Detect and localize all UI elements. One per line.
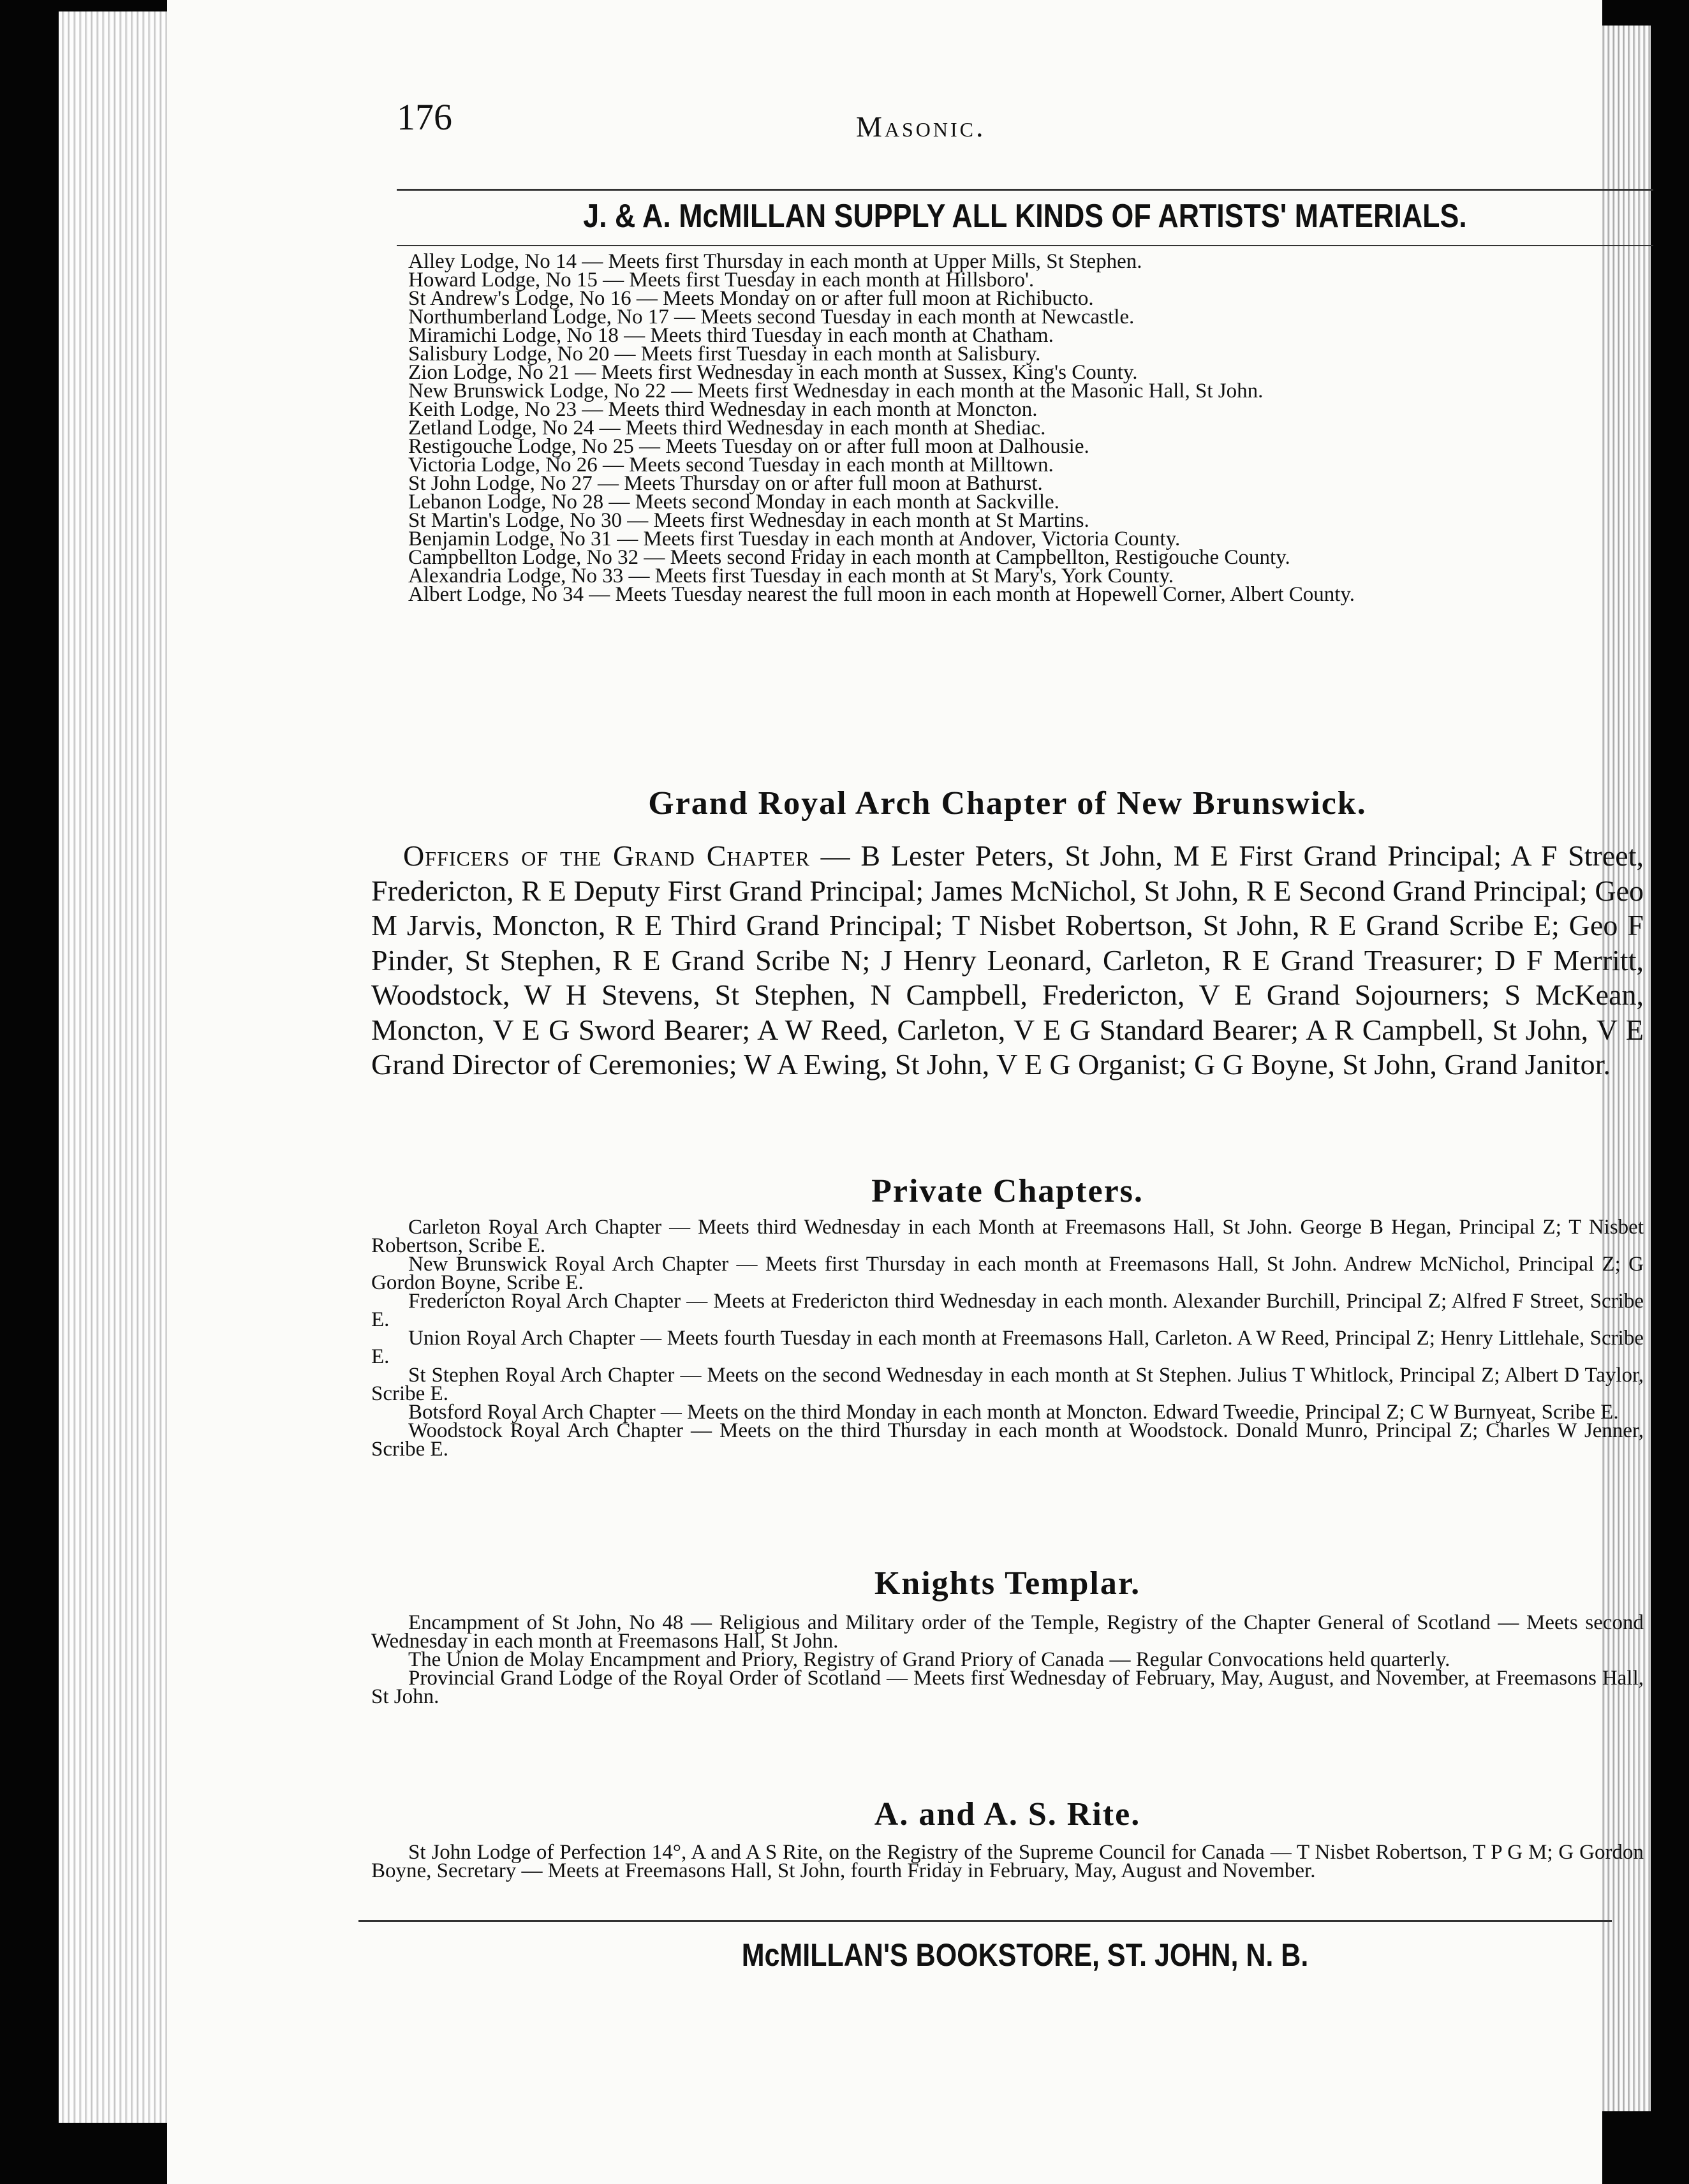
lodge-entry: Victoria Lodge, No 26 — Meets second Tuesday in each month at Milltown. [408, 454, 1054, 476]
lodge-entry: Northumberland Lodge, No 17 — Meets second Tuesday in each month at Newcastle. [408, 306, 1135, 328]
knights-entry: The Union de Molay Encampment and Priory, Registry of Grand Priory of Canada — Regular Convocations held quarterly. [408, 1648, 1450, 1671]
officers-text: — B Lester Peters, St John, M E First Grand Principal; A F Street, Fredericton, R E Deputy First Grand Principal; James McNichol, St John, R E Second Grand Principal; Geo M Jarvis, Moncton, R E Third Grand Principal; T Nisbet Robertson, St John, R E Grand Scribe E; Geo F Pinder, St Stephen, R E Grand Scribe N; J Henry Leonard, Carleton, R E Grand Treasurer; D F Merritt, Woodstock, W H Stevens, St Stephen, N Campbell, Fredericton, V E Grand Sojourners; S McKean, Moncton, V E G Sword Bearer; A W Reed, Carleton, V E G Standard Bearer; A R Campbell, St John, V E Grand Director of Ceremonies; W A Ewing, St John, V E G Organist; G G Boyne, St John, Grand Janitor. [371, 839, 1644, 1081]
scottish-rite-list [371, 1843, 1644, 1880]
private-chapters-list [371, 1218, 1644, 1459]
advertisement-banner-top: J. & A. McMILLAN SUPPLY ALL KINDS OF ARTISTS' MATERIALS. [583, 198, 1467, 235]
chapter-entry: Botsford Royal Arch Chapter — Meets on the third Monday in each month at Moncton. Edward Tweedie, Principal Z; C W Burnyeat, Scribe E. [408, 1401, 1619, 1424]
page-stack-left-edge [59, 11, 167, 2123]
lodge-entry: St Martin's Lodge, No 30 — Meets first Wednesday in each month at St Martins. [408, 509, 1089, 532]
lodge-entry: St Andrew's Lodge, No 16 — Meets Monday on or after full moon at Richibucto. [408, 287, 1094, 310]
lodge-entry: Alley Lodge, No 14 — Meets first Thursday in each month at Upper Mills, St Stephen. [408, 250, 1142, 273]
chapter-entry: Carleton Royal Arch Chapter — Meets third Wednesday in each Month at Freemasons Hall, St John. George B Hegan, Principal Z; T Nisbet Robertson, Scribe E. [371, 1216, 1644, 1257]
lodge-entry: Howard Lodge, No 15 — Meets first Tuesday in each month at Hillsboro'. [408, 269, 1035, 291]
lodge-entry: Zetland Lodge, No 24 — Meets third Wednesday in each month at Shediac. [408, 417, 1046, 439]
section-heading-private-chapters: Private Chapters. [871, 1173, 1144, 1209]
top-rule-lower [397, 245, 1653, 246]
section-heading-scottish-rite: A. and A. S. Rite. [874, 1796, 1141, 1833]
officers-paragraph [371, 839, 1644, 1082]
lodge-entry: Miramichi Lodge, No 18 — Meets third Tuesday in each month at Chatham. [408, 324, 1054, 347]
lodge-entry: Restigouche Lodge, No 25 — Meets Tuesday on or after full moon at Dalhousie. [408, 435, 1089, 458]
knights-entry: Encampment of St John, No 48 — Religious and Military order of the Temple, Registry of the Chapter General of Scotland — Meets second Wednesday in each month at Freemasons Hall, St John. [371, 1611, 1644, 1653]
lodge-entry: Alexandria Lodge, No 33 — Meets first Tuesday in each month at St Mary's, York County. [408, 564, 1174, 587]
chapter-entry: Union Royal Arch Chapter — Meets fourth Tuesday in each month at Freemasons Hall, Carleton. A W Reed, Principal Z; Henry Littlehale, Scribe E. [371, 1327, 1644, 1368]
page-number: 176 [397, 96, 452, 138]
section-heading-grand-chapter: Grand Royal Arch Chapter of New Brunswick. [648, 785, 1367, 822]
chapter-entry: St Stephen Royal Arch Chapter — Meets on the second Wednesday in each month at St Stephen. Julius T Whitlock, Principal Z; Albert D Taylor, Scribe E. [371, 1364, 1644, 1405]
lodge-entry: Salisbury Lodge, No 20 — Meets first Tuesday in each month at Salisbury. [408, 343, 1041, 365]
running-head [167, 96, 1602, 159]
lodge-entry: Zion Lodge, No 21 — Meets first Wednesday in each month at Sussex, King's County. [408, 361, 1138, 384]
knights-templar-list [371, 1611, 1644, 1708]
lodge-entry: Lebanon Lodge, No 28 — Meets second Monday in each month at Sackville. [408, 491, 1059, 513]
lodge-entry: St John Lodge, No 27 — Meets Thursday on or after full moon at Bathurst. [408, 472, 1043, 495]
lodge-entry: Campbellton Lodge, No 32 — Meets second Friday in each month at Campbellton, Restigouche County. [408, 546, 1290, 569]
section-heading-knights-templar: Knights Templar. [874, 1565, 1141, 1602]
officers-lead: Officers of the Grand Chapter [403, 839, 810, 872]
chapter-entry: Woodstock Royal Arch Chapter — Meets on the third Thursday in each month at Woodstock. Donald Munro, Principal Z; Charles W Jenner, Scribe E. [371, 1419, 1644, 1461]
document-page [167, 0, 1644, 2184]
lodge-entry: Albert Lodge, No 34 — Meets Tuesday nearest the full moon in each month at Hopewell Corner, Albert County. [408, 583, 1355, 606]
bottom-rule [358, 1920, 1612, 1922]
lodge-list [371, 250, 1644, 606]
lodge-entry: Keith Lodge, No 23 — Meets third Wednesday in each month at Moncton. [408, 398, 1038, 421]
rite-entry: St John Lodge of Perfection 14°, A and A S Rite, on the Registry of the Supreme Council for Canada — T Nisbet Robertson, T P G M; G Gordon Boyne, Secretary — Meets at Freemasons Hall, St John, fourth Friday in February, May, August and November. [371, 1841, 1644, 1882]
knights-entry: Provincial Grand Lodge of the Royal Order of Scotland — Meets first Wednesday of February, May, August, and November, at Freemasons Hall, St John. [371, 1667, 1644, 1708]
advertisement-banner-bottom: McMILLAN'S BOOKSTORE, ST. JOHN, N. B. [741, 1937, 1309, 1973]
chapter-entry: Fredericton Royal Arch Chapter — Meets at Fredericton third Wednesday in each month. Alexander Burchill, Principal Z; Alfred F Street, Scribe E. [371, 1290, 1644, 1331]
running-title: Masonic. [856, 110, 986, 143]
grand-chapter-officers [371, 839, 1644, 1082]
lodge-entry: Benjamin Lodge, No 31 — Meets first Tuesday in each month at Andover, Victoria County. [408, 528, 1181, 550]
chapter-entry: New Brunswick Royal Arch Chapter — Meets first Thursday in each month at Freemasons Hall, St John. Andrew McNichol, Principal Z; G Gordon Boyne, Scribe E. [371, 1253, 1644, 1294]
lodge-entry: New Brunswick Lodge, No 22 — Meets first Wednesday in each month at the Masonic Hall, St John. [408, 380, 1264, 402]
